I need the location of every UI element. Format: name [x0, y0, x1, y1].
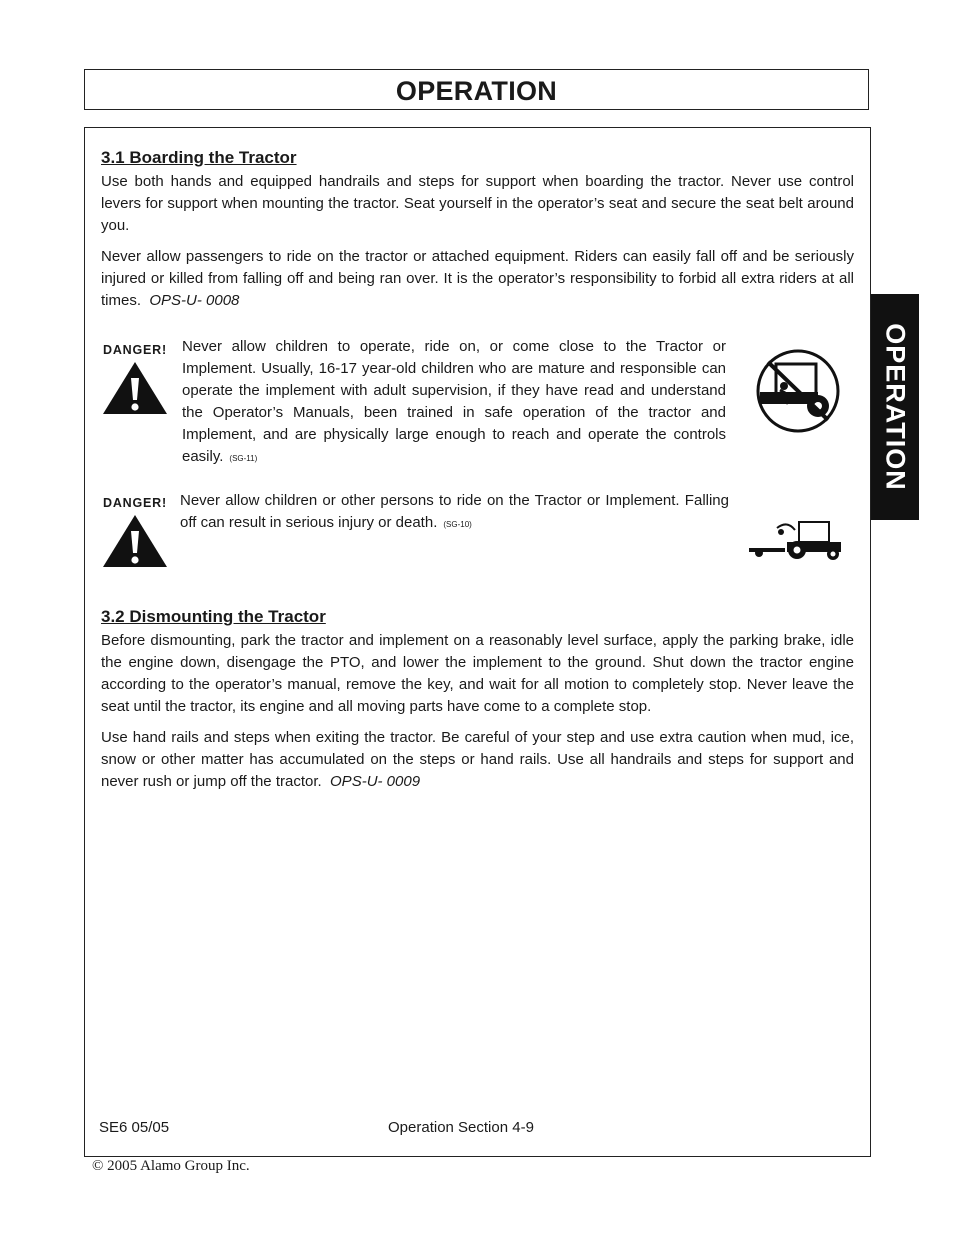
section-heading-dismounting: 3.2 Dismounting the Tractor: [101, 607, 326, 626]
boarding-paragraph-2-text: Never allow passengers to ride on the tractor or attached equipment. Riders can easily fall off and be seriously injured or killed from falling off and being ran over. It is the operator’s responsibility to forbid all extra riders at all times.: [101, 248, 854, 309]
warning-triangle-icon: [101, 513, 169, 569]
side-tab-label: OPERATION: [880, 323, 910, 491]
boarding-paragraph-1: Use both hands and equipped handrails and steps for support when boarding the tractor. Never use control levers for support when mounting the tractor. Seat yourself in the operator’s seat and secure the seat belt around you.: [101, 173, 854, 234]
footer-page-number: Operation Section 4-9: [388, 1119, 534, 1136]
no-children-on-tractor-icon: [754, 348, 842, 434]
footer-model-date: SE6 05/05: [99, 1119, 170, 1136]
boarding-reference-code: OPS-U- 0008: [149, 292, 240, 309]
boarding-paragraph-2: [101, 246, 854, 312]
section-side-tab: [870, 294, 919, 520]
dismounting-paragraph-1: Before dismounting, park the tractor and implement on a reasonably level surface, apply the parking brake, idle the engine down, disengage the PTO, and lower the implement to the ground. Shut down the tractor engine according to the operator’s manual, remove the key, and wait for all motion to completely stop. Never leave the seat until the tractor, its engine and all moving parts have come to a complete stop.: [101, 632, 854, 715]
section-boarding-body: [101, 171, 854, 312]
danger-text-2-body: Never allow children or other persons to ride on the Tractor or Implement. Falling off can result in serious injury or death.: [180, 492, 729, 531]
danger-text-1-body: Never allow children to operate, ride on, or come close to the Tractor or Implement. Usually, 16-17 year-old children who are mature and responsible can operate the implement with adult supervision, if they have read and understand the Operator’s Manuals, been trained in safe operation of the tractor and Implement, and are physically large enough to reach and operate the controls easily.: [182, 338, 726, 465]
dismounting-paragraph-2: [101, 727, 854, 793]
page-header: [84, 69, 869, 110]
rider-falling-off-tractor-icon: [747, 518, 845, 564]
danger-label-1: DANGER!: [103, 343, 167, 357]
section-heading-boarding: 3.1 Boarding the Tractor: [101, 148, 297, 167]
dismounting-paragraph-2-text: Use hand rails and steps when exiting the tractor. Be careful of your step and use extra caution when mud, ice, snow or other matter has accumulated on the steps or hand rails. Use all handrails and steps for support and never rush or jump off the tractor.: [101, 729, 854, 790]
copyright-notice: © 2005 Alamo Group Inc.: [92, 1158, 250, 1174]
section-dismounting-body: [101, 630, 854, 793]
dismounting-reference-code: OPS-U- 0009: [330, 773, 421, 790]
warning-triangle-icon: [101, 360, 169, 416]
danger-text-2: [180, 490, 729, 536]
danger-code-2: (SG-10): [443, 520, 472, 529]
page-title: OPERATION: [395, 76, 558, 106]
danger-text-1: [182, 336, 726, 470]
danger-label-2: DANGER!: [103, 496, 167, 510]
danger-code-1: (SG-11): [229, 454, 258, 463]
